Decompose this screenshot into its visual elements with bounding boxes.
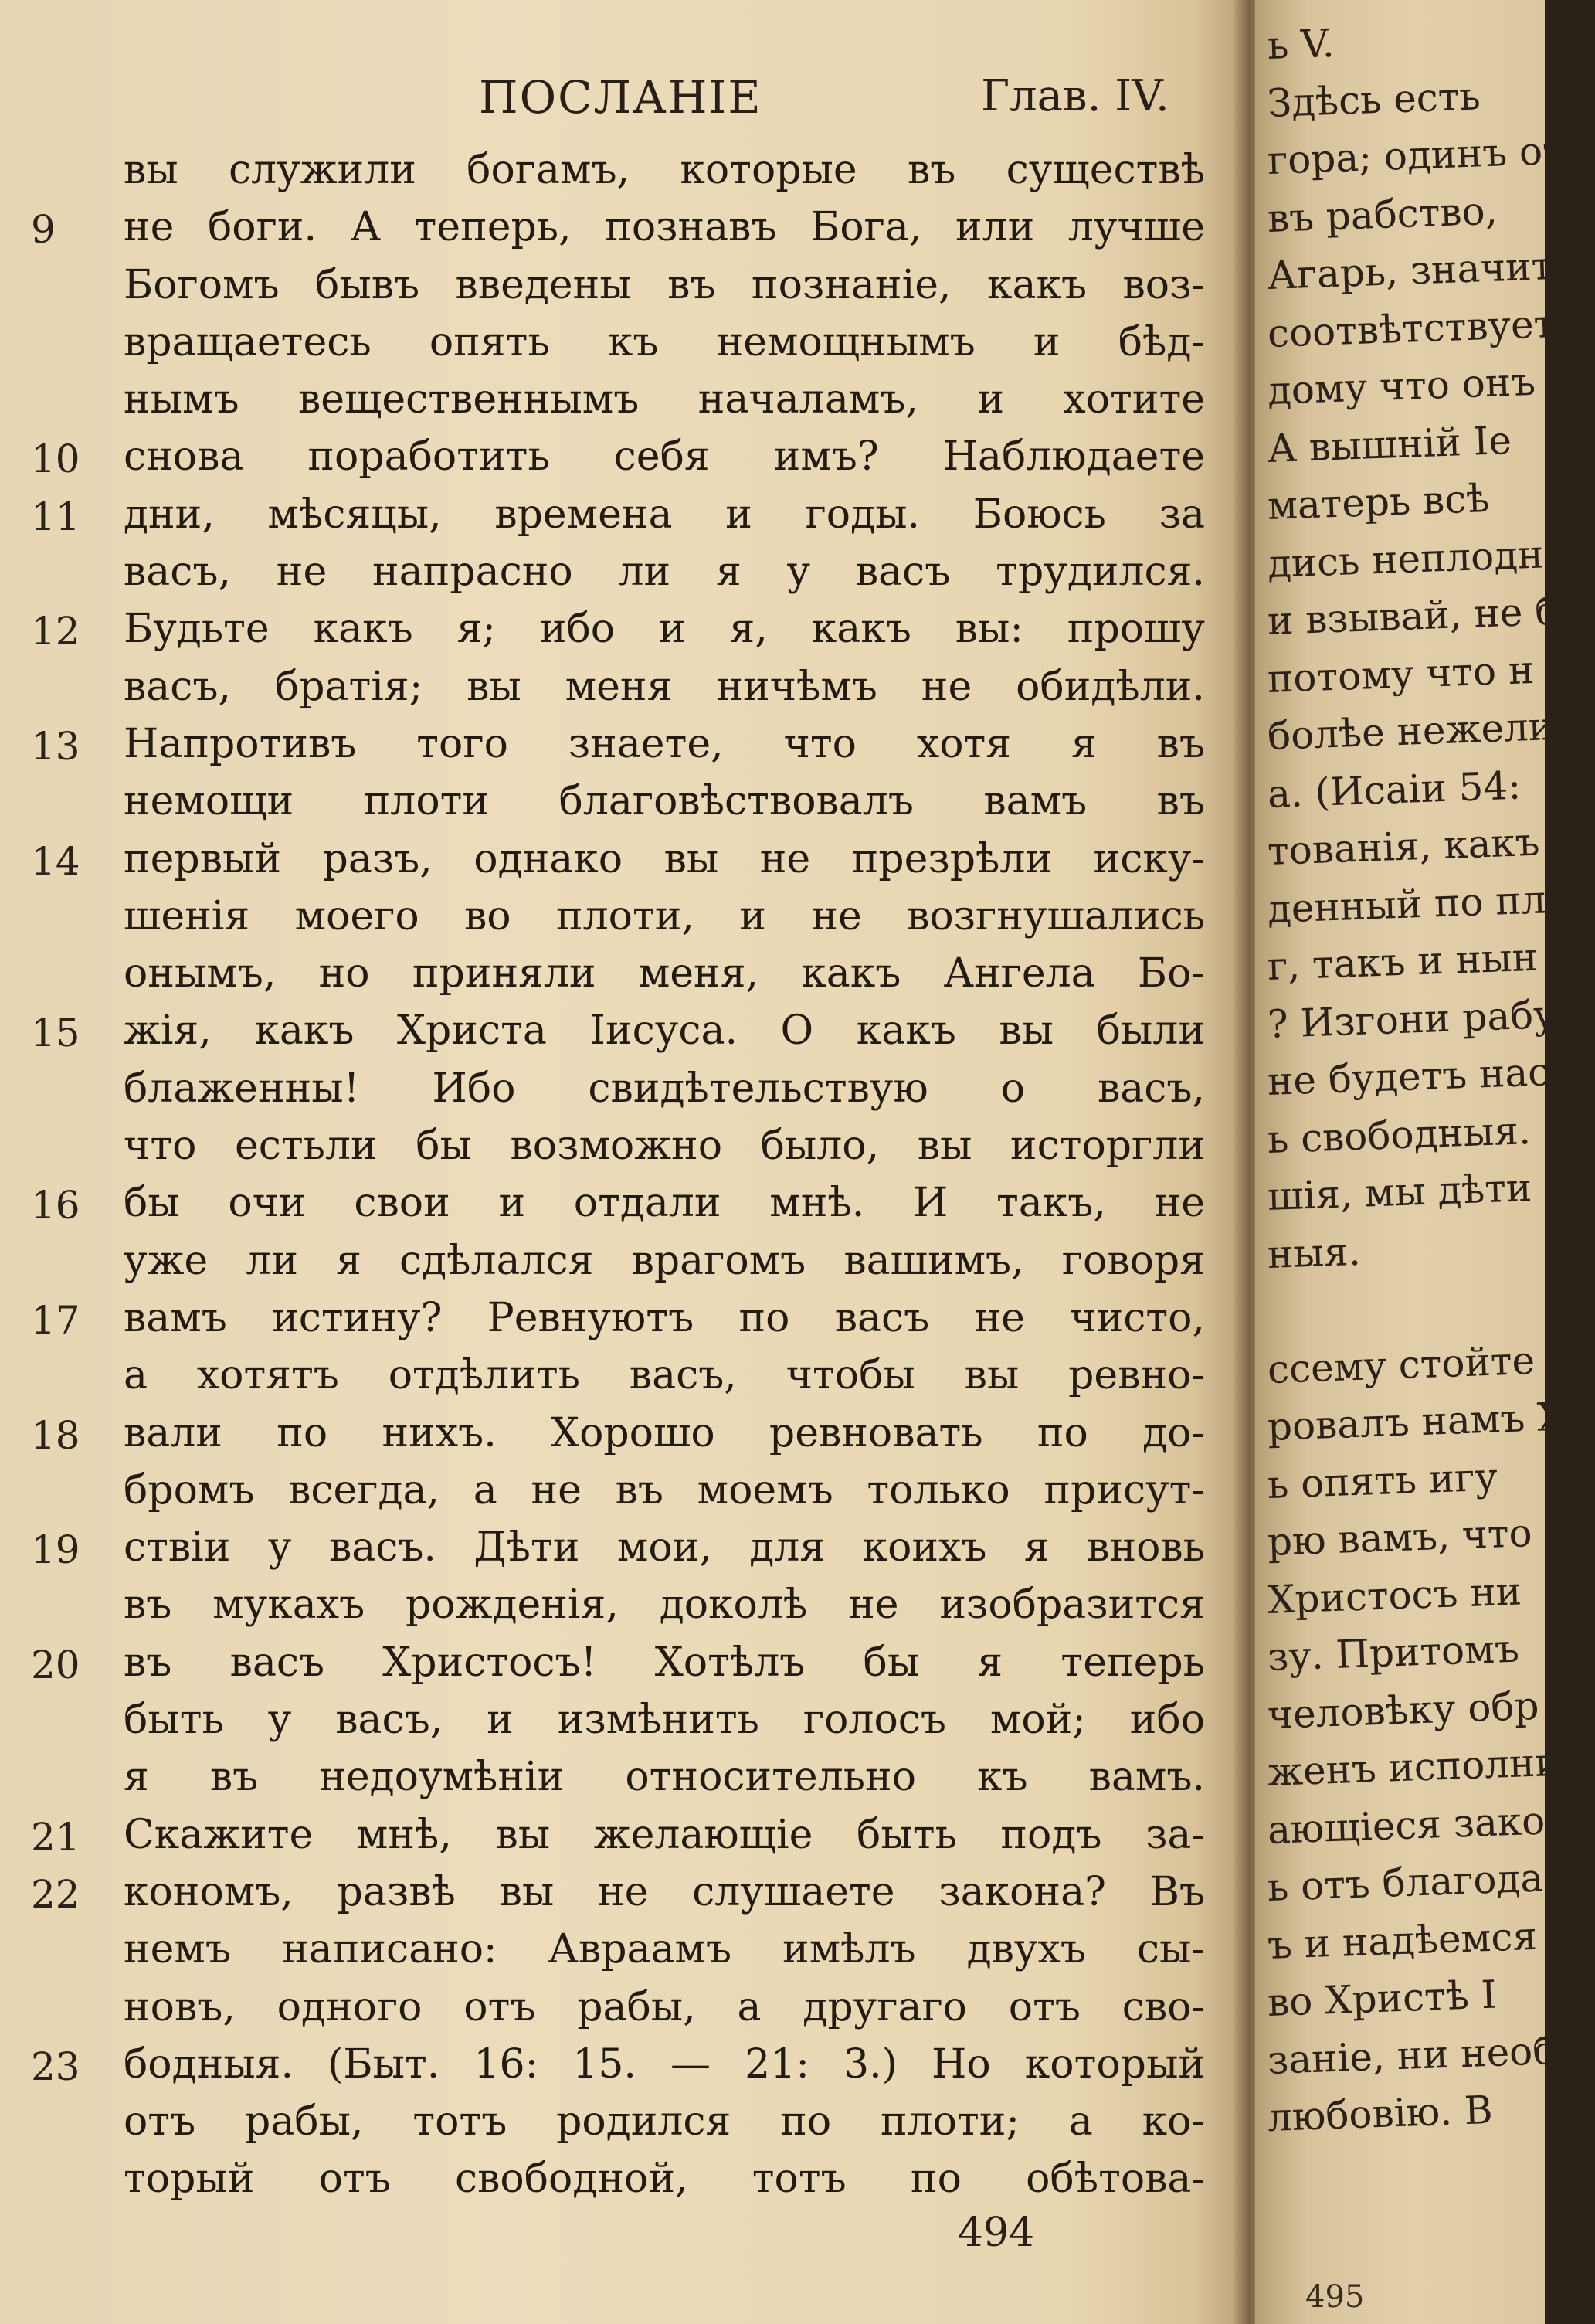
right-text-line: дись неплодная	[1267, 529, 1592, 586]
text-line	[0, 664, 1255, 721]
verse-number: 21	[31, 1814, 80, 1860]
line-text: жія, какъ Христа Іисуса. О какъ вы были	[124, 1007, 1205, 1055]
text-line	[0, 204, 1255, 261]
verse-number: 20	[31, 1642, 80, 1687]
text-line	[0, 1352, 1255, 1409]
text-line	[0, 1065, 1255, 1123]
text-line	[0, 721, 1255, 778]
text-line	[0, 1524, 1255, 1582]
line-text: шенія моего во плоти, и не возгнушались	[124, 892, 1205, 939]
text-line	[0, 2041, 1255, 2098]
text-line	[0, 433, 1255, 491]
page-header	[0, 71, 1255, 125]
verse-number: 16	[31, 1183, 80, 1228]
verse-number: 9	[31, 207, 56, 253]
right-text-line: Здѣсь есть	[1267, 73, 1481, 126]
text-line	[0, 1007, 1255, 1065]
text-line	[0, 1869, 1255, 1926]
text-line	[0, 1582, 1255, 1639]
line-text: отъ рабы, тотъ родился по плоти; а ко-	[124, 2098, 1205, 2146]
line-text: бы очи свои и отдали мнѣ. И такъ, не	[124, 1180, 1205, 1227]
line-text: васъ, братія; вы меня ничѣмъ не обидѣли.	[124, 663, 1205, 710]
running-title: ПОСЛАНІЕ	[479, 71, 762, 124]
line-text: что естьли бы возможно было, вы исторгли	[124, 1123, 1205, 1170]
line-text: вали по нихъ. Хорошо ревновать по до-	[124, 1409, 1205, 1456]
verse-number: 19	[31, 1527, 80, 1573]
text-line	[0, 1697, 1255, 1754]
verse-number: 18	[31, 1412, 80, 1458]
text-line	[0, 1295, 1255, 1352]
right-text-line: ающіеся закон	[1267, 1796, 1572, 1853]
text-line	[0, 2098, 1255, 2156]
left-text-block	[0, 147, 1255, 2214]
line-text: блаженны! Ибо свидѣтельствую о васъ,	[124, 1065, 1205, 1112]
right-text-line: во Христѣ І	[1267, 1972, 1498, 2025]
line-text: Будьте какъ я; ибо и я, какъ вы: прошу	[124, 606, 1205, 653]
page-number: 494	[958, 2210, 1035, 2256]
text-line	[0, 147, 1255, 204]
text-line	[0, 1639, 1255, 1697]
line-text: нымъ вещественнымъ началамъ, и хотите	[124, 376, 1205, 423]
right-text-line: тованія, какъ	[1267, 819, 1541, 874]
line-text: я въ недоумѣніи относительно къ вамъ.	[124, 1754, 1205, 1801]
line-text: въ васъ Христосъ! Хотѣлъ бы я теперь	[124, 1639, 1205, 1686]
line-text: вамъ истину? Ревнуютъ по васъ не чисто,	[124, 1294, 1205, 1341]
right-text-line: матерь всѣ	[1267, 475, 1491, 528]
right-text-line: денный по пло	[1267, 875, 1570, 932]
right-text-line	[1267, 1279, 1546, 1347]
line-text: бодныя. (Быт. 16: 15. — 21: 3.) Но который	[124, 2040, 1205, 2088]
right-text-line: болѣе нежели	[1267, 704, 1556, 759]
right-text-line: а. (Исаіи 54:	[1267, 763, 1522, 817]
text-line	[0, 1123, 1255, 1180]
line-text: въ мукахъ рожденія, доколѣ не изобразится	[124, 1582, 1205, 1629]
right-text-line: ныя.	[1267, 1228, 1362, 1277]
text-line	[0, 1926, 1255, 1983]
text-line	[0, 319, 1255, 376]
text-line	[0, 1180, 1255, 1237]
right-text-line: ссему стойте	[1267, 1337, 1536, 1392]
right-text-block	[1267, 20, 1595, 2153]
right-text-line: любовію. В	[1267, 2087, 1494, 2140]
line-text: ствіи у васъ. Дѣти мои, для коихъ я вновь	[124, 1524, 1205, 1571]
line-text: Напротивъ того знаете, что хотя я въ	[124, 720, 1205, 767]
text-line	[0, 606, 1255, 663]
line-text: кономъ, развѣ вы не слушаете закона? Въ	[124, 1868, 1205, 1915]
right-text-line: Агарь, значит	[1267, 243, 1554, 298]
line-text: Скажите мнѣ, вы желающіе быть подъ за-	[124, 1811, 1205, 1858]
line-text: вы служили богамъ, которые въ существѣ	[124, 147, 1205, 193]
line-text: Богомъ бывъ введены въ познаніе, какъ воз-	[124, 261, 1205, 308]
verse-number: 14	[31, 838, 80, 884]
text-line	[0, 2156, 1255, 2213]
line-text: вращаетесь опять къ немощнымъ и бѣд-	[124, 318, 1205, 365]
right-page-number: 495	[1305, 2279, 1365, 2315]
right-text-line: человѣку обр	[1267, 1683, 1540, 1738]
text-line	[0, 1812, 1255, 1869]
line-text: новъ, одного отъ рабы, а другаго отъ сво-	[124, 1983, 1205, 2030]
right-text-line: соотвѣтствуетъ	[1267, 300, 1580, 356]
line-text: бромъ всегда, а не въ моемъ только присут-	[124, 1466, 1205, 1514]
line-text: уже ли я сдѣлался врагомъ вашимъ, говоря	[124, 1237, 1205, 1284]
right-text-line: гора; одинъ отъ	[1267, 127, 1590, 183]
verse-number: 11	[31, 494, 80, 539]
text-line	[0, 1238, 1255, 1295]
right-text-line: заніе, ни необ	[1267, 2027, 1557, 2083]
line-text: немъ написано: Авраамъ имѣлъ двухъ сы-	[124, 1926, 1205, 1973]
right-text-line: женъ исполнит	[1267, 1738, 1583, 1795]
line-text: дни, мѣсяцы, времена и годы. Боюсь за	[124, 491, 1205, 538]
line-text: не боги. А теперь, познавъ Бога, или лучше	[124, 204, 1205, 251]
text-line	[0, 1410, 1255, 1467]
line-text: быть у васъ, и измѣнить голосъ мой; ибо	[124, 1697, 1205, 1744]
right-text-line: ь опять игу	[1267, 1454, 1498, 1507]
right-text-line: и взывай, не б	[1267, 588, 1559, 644]
text-line	[0, 778, 1255, 835]
text-line	[0, 376, 1255, 433]
right-text-line: ь свободныя.	[1267, 1107, 1532, 1162]
right-text-line: рю вамъ, что	[1267, 1510, 1533, 1565]
right-text-line: Христосъ ни	[1267, 1568, 1522, 1622]
line-text: снова поработить себя имъ? Наблюдаете	[124, 433, 1205, 481]
text-line	[0, 549, 1255, 606]
line-text: а хотятъ отдѣлить васъ, чтобы вы ревно-	[124, 1352, 1205, 1399]
verse-number: 13	[31, 723, 80, 769]
text-line	[0, 836, 1255, 893]
text-line	[0, 491, 1255, 549]
text-line	[0, 1984, 1255, 2041]
text-line	[0, 893, 1255, 950]
text-line	[0, 262, 1255, 319]
right-text-line: А вышній Іе	[1267, 417, 1512, 471]
verse-number: 15	[31, 1011, 80, 1056]
right-text-line: ъ и надѣемся	[1267, 1913, 1538, 1968]
verse-number: 23	[31, 2044, 80, 2089]
chapter-label: Глав. IV.	[981, 71, 1169, 121]
line-text: немощи плоти благовѣствовалъ вамъ въ	[124, 778, 1205, 825]
line-text: онымъ, но приняли меня, какъ Ангела Бо-	[124, 950, 1205, 997]
right-text-line: ровалъ намъ Х	[1267, 1394, 1566, 1449]
right-text-line: шія, мы дѣти	[1267, 1165, 1533, 1219]
right-text-line: въ рабство,	[1267, 188, 1498, 241]
right-text-line: не будетъ насл	[1267, 1048, 1575, 1104]
right-text-line: ь отъ благода	[1267, 1855, 1544, 1910]
line-text: первый разъ, однако вы не презрѣли иску-	[124, 835, 1205, 882]
right-text-line: потому что н	[1267, 647, 1536, 702]
line-text: васъ, не напрасно ли я у васъ трудился.	[124, 549, 1205, 596]
text-line	[0, 1754, 1255, 1811]
text-line	[0, 1467, 1255, 1524]
verse-number: 22	[31, 1871, 80, 1917]
right-text-line: ? Изгони рабу	[1267, 991, 1557, 1047]
verse-number: 17	[31, 1297, 80, 1343]
right-text-line: дому что онъ въ	[1267, 357, 1595, 413]
right-text-line: ь V.	[1267, 20, 1335, 68]
verse-number: 12	[31, 609, 80, 654]
right-text-line: г, такъ и нын	[1267, 934, 1539, 989]
right-text-line: зу. Притомъ	[1267, 1626, 1520, 1680]
text-line	[0, 950, 1255, 1007]
verse-number: 10	[31, 437, 80, 482]
line-text: торый отъ свободной, тотъ по обѣтова-	[124, 2156, 1205, 2203]
